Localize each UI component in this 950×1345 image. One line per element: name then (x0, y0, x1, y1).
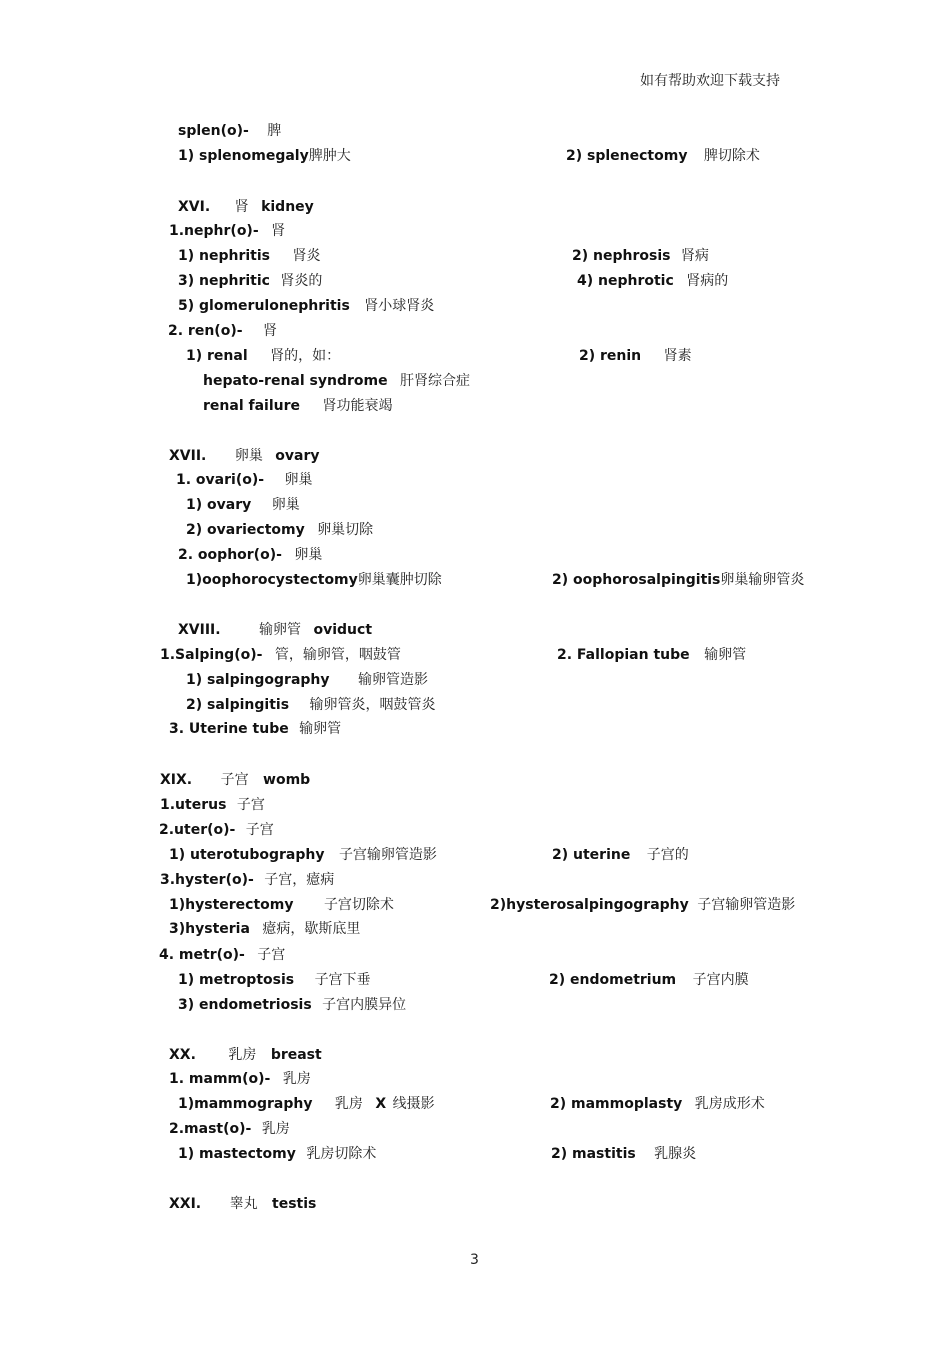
entry-line: renal failure 肾功能衰竭 (203, 398, 393, 414)
entry-line: 3) endometriosis 子宫内膜异位 (178, 997, 407, 1013)
entry-line-right: 2) mastitis 乳腺炎 (551, 1146, 697, 1162)
entry-line: 2. ren(o)- 肾 (168, 323, 277, 339)
entry-line: 1) ovary 卵巢 (186, 497, 300, 513)
translation: 脾切除术 (703, 148, 760, 164)
entry-line-right: 4) nephrotic 肾病的 (577, 273, 729, 289)
entry-line: 1)mammography 乳房 X 线摄影 (178, 1096, 435, 1112)
term: 2) splenectomy (566, 148, 688, 164)
translation: 脾肿大 (308, 148, 351, 164)
section-heading: XVI. 肾 kidney (178, 199, 314, 215)
entry-line: 3.hyster(o)- 子宫，癔病 (160, 872, 335, 888)
entry-line: 2) salpingitis 输卵管炎，咽鼓管炎 (186, 697, 436, 713)
entry-line: 3)hysteria 癔病，歇斯底里 (169, 921, 361, 937)
entry-line: 5) glomerulonephritis 肾小球肾炎 (178, 298, 435, 314)
entry-line: 2) ovariectomy 卵巢切除 (186, 522, 374, 538)
entry-line: 1)oophorocystectomy卵巢囊肿切除 (186, 572, 442, 588)
entry-line: 4. metr(o)- 子宫 (159, 947, 286, 963)
entry-line-right: 2) endometrium 子宫内膜 (549, 972, 749, 988)
entry-line-right: 2) renin 肾素 (579, 348, 692, 364)
entry-line: hepato-renal syndrome 肝肾综合症 (203, 373, 471, 389)
entry-line (178, 147, 351, 165)
entry-line-right: 2) uterine 子宫的 (552, 847, 689, 863)
entry-line: 1.uterus 子宫 (160, 797, 265, 813)
entry-line-right: 2)hysterosalpingography 子宫输卵管造影 (490, 897, 796, 913)
entry-line: 3) nephritic 肾炎的 (178, 273, 323, 289)
entry-line: 1) renal 肾的，如： (186, 348, 341, 364)
entry-line: 2.uter(o)- 子宫 (159, 822, 274, 838)
entry-line: 1) nephritis 肾炎 (178, 248, 321, 264)
entry-line: 2.mast(o)- 乳房 (169, 1121, 290, 1137)
section-heading: XVIII. 输卵管 oviduct (178, 622, 373, 638)
term: 1) splenomegaly (178, 148, 309, 164)
entry-line: 1) uterotubography 子宫输卵管造影 (169, 847, 437, 863)
entry-line-right: 2) nephrosis 肾病 (572, 248, 709, 264)
entry-line: 1) metroptosis 子宫下垂 (178, 972, 371, 988)
page-header: 如有帮助欢迎下载支持 (640, 73, 780, 89)
entry-line: 1) salpingography 输卵管造影 (186, 672, 428, 688)
entry-line: 3. Uterine tube 输卵管 (169, 721, 342, 737)
section-heading: XXI. 睾丸 testis (169, 1196, 317, 1212)
term: splen(o)- (178, 123, 249, 139)
entry-line-right: 2. Fallopian tube 输卵管 (557, 647, 747, 663)
entry-line: 1. mamm(o)- 乳房 (169, 1071, 311, 1087)
entry-line: 1)hysterectomy 子宫切除术 (169, 897, 394, 913)
section-heading: XX. 乳房 breast (169, 1047, 322, 1063)
section-heading: XIX. 子宫 womb (160, 772, 311, 788)
entry-line: 1.nephr(o)- 肾 (169, 223, 286, 239)
entry-line-right: 2) oophorosalpingitis卵巢输卵管炎 (552, 572, 805, 588)
entry-line: 1) mastectomy 乳房切除术 (178, 1146, 377, 1162)
entry-line-right (566, 147, 760, 165)
section-heading: XVII. 卵巢 ovary (169, 448, 320, 464)
translation: 脾 (267, 123, 282, 139)
entry-line: 1.Salping(o)- 管，输卵管，咽鼓管 (160, 647, 401, 663)
entry-line-right: 2) mammoplasty 乳房成形术 (550, 1096, 765, 1112)
entry-line: 2. oophor(o)- 卵巢 (178, 547, 323, 563)
entry-line (178, 122, 281, 140)
entry-line: 1. ovari(o)- 卵巢 (176, 472, 313, 488)
page-number: 3 (470, 1252, 479, 1268)
